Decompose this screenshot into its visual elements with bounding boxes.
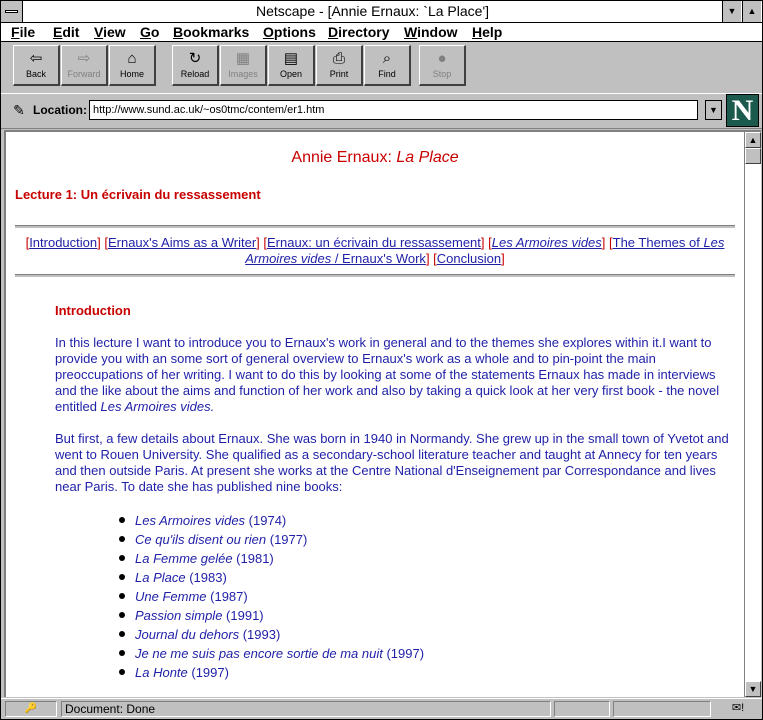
list-item: La Femme gelée (1981) xyxy=(119,549,424,568)
print-button[interactable]: ⎙ Print xyxy=(316,45,363,86)
find-button[interactable]: ⌕ Find xyxy=(364,45,411,86)
minimize-button[interactable]: ▼ xyxy=(722,1,741,22)
stop-icon: ● xyxy=(437,50,447,67)
scroll-down-button[interactable]: ▼ xyxy=(745,681,761,697)
page-content xyxy=(4,130,744,697)
page-heading: Annie Ernaux: La Place xyxy=(291,149,459,166)
progress-indicator xyxy=(554,701,610,717)
home-icon: ⌂ xyxy=(127,50,137,67)
menu-edit[interactable]: Edit xyxy=(53,24,80,40)
divider xyxy=(15,225,735,229)
nav-link-conclusion[interactable]: Conclusion xyxy=(436,251,502,266)
list-item: Je ne me suis pas encore sortie de ma nuit (1997) xyxy=(119,644,424,663)
location-label: Location: xyxy=(33,103,87,117)
divider xyxy=(15,274,735,278)
reload-icon: ↻ xyxy=(188,50,202,67)
list-item: Les Armoires vides (1974) xyxy=(119,511,424,530)
status-bar xyxy=(1,698,762,719)
section-title: Introduction xyxy=(55,303,131,318)
menu-bookmarks[interactable]: Bookmarks xyxy=(173,24,250,40)
progress-bar xyxy=(613,701,711,717)
menu-window[interactable]: Window xyxy=(404,24,458,40)
security-key-icon[interactable]: 🔑 xyxy=(5,701,57,717)
scroll-up-button[interactable]: ▲ xyxy=(745,132,761,148)
menu-options[interactable]: Options xyxy=(263,24,316,40)
bookmark-link-icon[interactable]: ✎ xyxy=(13,102,25,118)
printer-icon: ⎙ xyxy=(332,50,345,67)
home-button[interactable]: ⌂ Home xyxy=(109,45,156,86)
list-item: Passion simple (1991) xyxy=(119,606,424,625)
toolbar xyxy=(1,43,762,91)
list-item: Une Femme (1987) xyxy=(119,587,424,606)
back-arrow-icon: ⇦ xyxy=(29,50,43,67)
system-menu-button[interactable] xyxy=(1,1,23,22)
images-button[interactable]: ▦ Images xyxy=(220,45,267,86)
list-item: Ce qu'ils disent ou rien (1977) xyxy=(119,530,424,549)
intro-paragraph: In this lecture I want to introduce you to Ernaux's work in general and to the themes she explores within it.I want to provide you with an some sort of general overview to Ernaux's work as a whole and to pin-point the main preoccupations of her writing. I want to do this by looking at some of the statements Ernaux has made in interviews and the like about the aims and function of her work and also by taking a quick look at her very first book - the novel entitled Les Armoires vides. xyxy=(55,335,720,414)
reload-button[interactable]: ↻ Reload xyxy=(172,45,219,86)
stop-button[interactable]: ● Stop xyxy=(419,45,466,86)
mail-icon[interactable]: ✉! xyxy=(731,702,745,714)
status-text: Document: Done xyxy=(61,701,551,717)
location-input[interactable]: http://www.sund.ac.uk/~os0tmc/contem/er1.htm xyxy=(89,100,698,120)
maximize-button[interactable]: ▲ xyxy=(742,1,761,22)
location-dropdown-button[interactable]: ▼ xyxy=(705,100,722,120)
menu-help[interactable]: Help xyxy=(472,24,503,40)
menu-file[interactable]: File xyxy=(11,24,36,40)
window-title: Netscape - [Annie Ernaux: `La Place'] xyxy=(255,3,490,19)
vertical-scrollbar[interactable] xyxy=(744,130,761,697)
list-item: La Honte (1997) xyxy=(119,663,424,682)
list-item: La Place (1983) xyxy=(119,568,424,587)
bio-paragraph: But first, a few details about Ernaux. She was born in 1940 in Normandy. She grew up in the small town of Yvetot and went to Rouen University. She qualified as a secondary-school literature teacher and taught at Annecy for ten years and then outside Paris. At present she works at the Centre National d'Enseignement par Correspondance and lives near Paris. To date she has published nine books: xyxy=(55,431,729,494)
title-bar xyxy=(1,1,762,23)
forward-button[interactable]: ⇨ Forward xyxy=(61,45,108,86)
nav-link-armoires[interactable]: Les Armoires vides xyxy=(491,235,602,250)
menu-directory[interactable]: Directory xyxy=(328,24,390,40)
menu-go[interactable]: Go xyxy=(140,24,160,40)
back-button[interactable]: ⇦ Back xyxy=(13,45,60,86)
nav-link-introduction[interactable]: Introduction xyxy=(29,235,98,250)
open-icon: ▤ xyxy=(283,50,299,67)
nav-link-aims[interactable]: Ernaux's Aims as a Writer xyxy=(107,235,257,250)
nav-link-themes[interactable]: The Themes of Les Armoires vides / Ernaux's Work xyxy=(245,235,725,266)
system-menu-icon xyxy=(5,10,18,13)
lecture-title: Lecture 1: Un écrivain du ressassement xyxy=(15,187,261,202)
menu-view[interactable]: View xyxy=(94,24,126,40)
section-nav: [Introduction] [Ernaux's Aims as a Writer] [Ernaux: un écrivain du ressassement] [Les Armoires vides] [The Themes of Les Armoires vides / Ernaux's Work] [Conclusion] xyxy=(25,235,725,266)
images-icon: ▦ xyxy=(235,50,251,67)
forward-arrow-icon: ⇨ xyxy=(77,50,91,67)
scroll-thumb[interactable] xyxy=(745,148,761,164)
find-binoculars-icon: ⌕ xyxy=(382,50,392,67)
menu-bar xyxy=(1,23,762,42)
book-list xyxy=(119,511,424,682)
location-bar xyxy=(1,93,762,129)
open-button[interactable]: ▤ Open xyxy=(268,45,315,86)
nav-link-ressassement[interactable]: Ernaux: un écrivain du ressassement xyxy=(267,235,481,250)
netscape-logo: N xyxy=(726,94,759,127)
list-item: Journal du dehors (1993) xyxy=(119,625,424,644)
